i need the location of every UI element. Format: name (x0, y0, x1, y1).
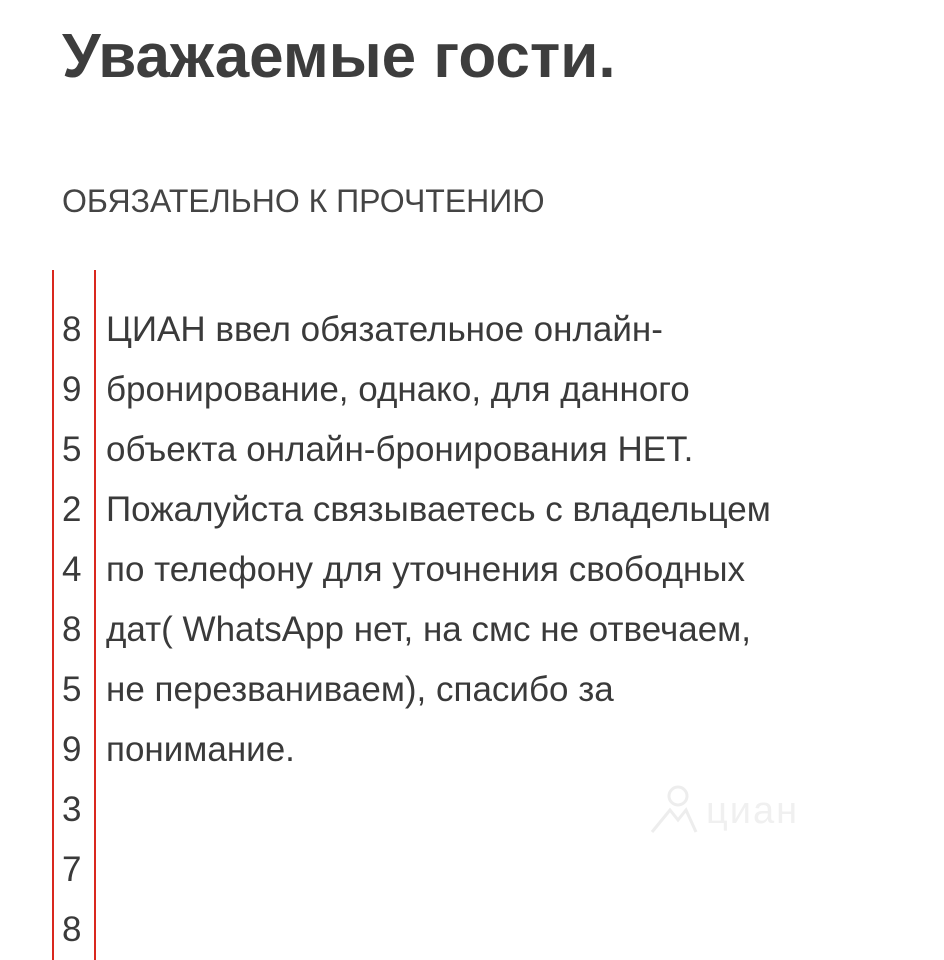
notice-line: понимание. (106, 730, 295, 769)
phone-digit: 8 (62, 310, 82, 349)
phone-digit: 9 (62, 730, 82, 769)
phone-digit: 4 (62, 550, 82, 589)
right-red-divider (94, 270, 96, 960)
cian-watermark (640, 780, 840, 840)
phone-digit: 5 (62, 430, 82, 469)
notice-text (106, 300, 771, 780)
notice-line: объекта онлайн-бронирования НЕТ. (106, 430, 694, 469)
watermark-text: циан (706, 790, 800, 832)
page-subtitle: ОБЯЗАТЕЛЬНО К ПРОЧТЕНИЮ (62, 183, 545, 219)
phone-digit: 8 (62, 910, 82, 949)
phone-digits-column (62, 300, 90, 960)
phone-digit: 2 (62, 490, 82, 529)
notice-line: бронирование, однако, для данного (106, 370, 690, 409)
phone-digit: 3 (62, 790, 82, 829)
phone-digit: 7 (62, 850, 82, 889)
page-title: Уважаемые гости. (62, 22, 616, 91)
notice-line: дат( WhatsApp нет, на смс не отвечаем, (106, 610, 751, 649)
phone-digit: 8 (62, 610, 82, 649)
notice-line: ЦИАН ввел обязательное онлайн- (106, 310, 663, 349)
notice-line: не перезваниваем), спасибо за (106, 670, 614, 709)
cian-logo-icon (648, 782, 700, 838)
phone-digit: 5 (62, 670, 82, 709)
notice-line: Пожалуйста связываетесь с владельцем (106, 490, 771, 529)
phone-digit: 9 (62, 370, 82, 409)
left-red-divider (52, 270, 54, 960)
notice-line: по телефону для уточнения свободных (106, 550, 746, 589)
